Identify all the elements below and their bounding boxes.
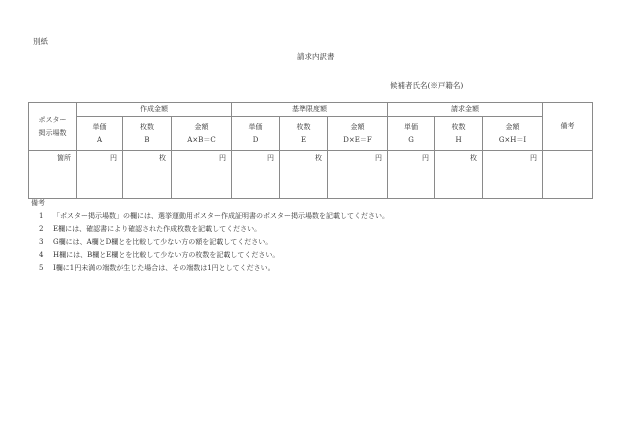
attachment-label: 別紙: [33, 37, 48, 46]
poster-sites-header: ポスター 掲示場数: [29, 103, 77, 151]
cell-h[interactable]: 枚: [435, 151, 483, 199]
cell-i[interactable]: 円: [483, 151, 543, 199]
cell-e[interactable]: 枚: [280, 151, 328, 199]
cell-f[interactable]: 円: [328, 151, 388, 199]
group-header-standard-limit: 基準限度額: [232, 103, 388, 117]
note-item: 1 「ポスター掲示場数」の欄には、選挙運動用ポスター作成証明書のポスター掲示場数を記載してください。: [39, 212, 389, 220]
col-header-c: 金額 A×B＝C: [172, 117, 232, 151]
cell-g[interactable]: 円: [388, 151, 435, 199]
col-header-i: 金額 G×H＝I: [483, 117, 543, 151]
candidate-name-label: 候補者氏名(※戸籍名): [390, 81, 464, 90]
col-header-f: 金額 D×E＝F: [328, 117, 388, 151]
note-item: 2 E欄には、確認書により確認された作成枚数を記載してください。: [39, 225, 262, 233]
remarks-cell[interactable]: [543, 151, 593, 199]
cell-d[interactable]: 円: [232, 151, 280, 199]
cell-c[interactable]: 円: [172, 151, 232, 199]
col-header-h: 枚数 H: [435, 117, 483, 151]
col-header-d: 単価 D: [232, 117, 280, 151]
col-header-g: 単価 G: [388, 117, 435, 151]
billing-breakdown-table: [28, 102, 593, 199]
notes-section: [31, 197, 389, 275]
group-header-claim-amount: 請求金額: [388, 103, 543, 117]
col-header-a: 単価 A: [77, 117, 123, 151]
cell-b[interactable]: 枚: [123, 151, 172, 199]
col-header-b: 枚数 B: [123, 117, 172, 151]
note-item: 3 G欄には、A欄とD欄とを比較して少ない方の額を記載してください。: [39, 238, 273, 246]
table-row: [29, 151, 593, 199]
remarks-header: 備考: [543, 103, 593, 151]
group-header-production-amount: 作成金額: [77, 103, 232, 117]
col-header-e: 枚数 E: [280, 117, 328, 151]
note-item: 4 H欄には、B欄とE欄とを比較して少ない方の枚数を記載してください。: [39, 251, 280, 259]
poster-sites-cell[interactable]: 箇所: [29, 151, 77, 199]
notes-heading: 備考: [31, 199, 45, 207]
cell-a[interactable]: 円: [77, 151, 123, 199]
document-title: 請求内訳書: [297, 52, 335, 61]
note-item: 5 I欄に1円未満の端数が生じた場合は、その端数は1円としてください。: [39, 264, 275, 272]
